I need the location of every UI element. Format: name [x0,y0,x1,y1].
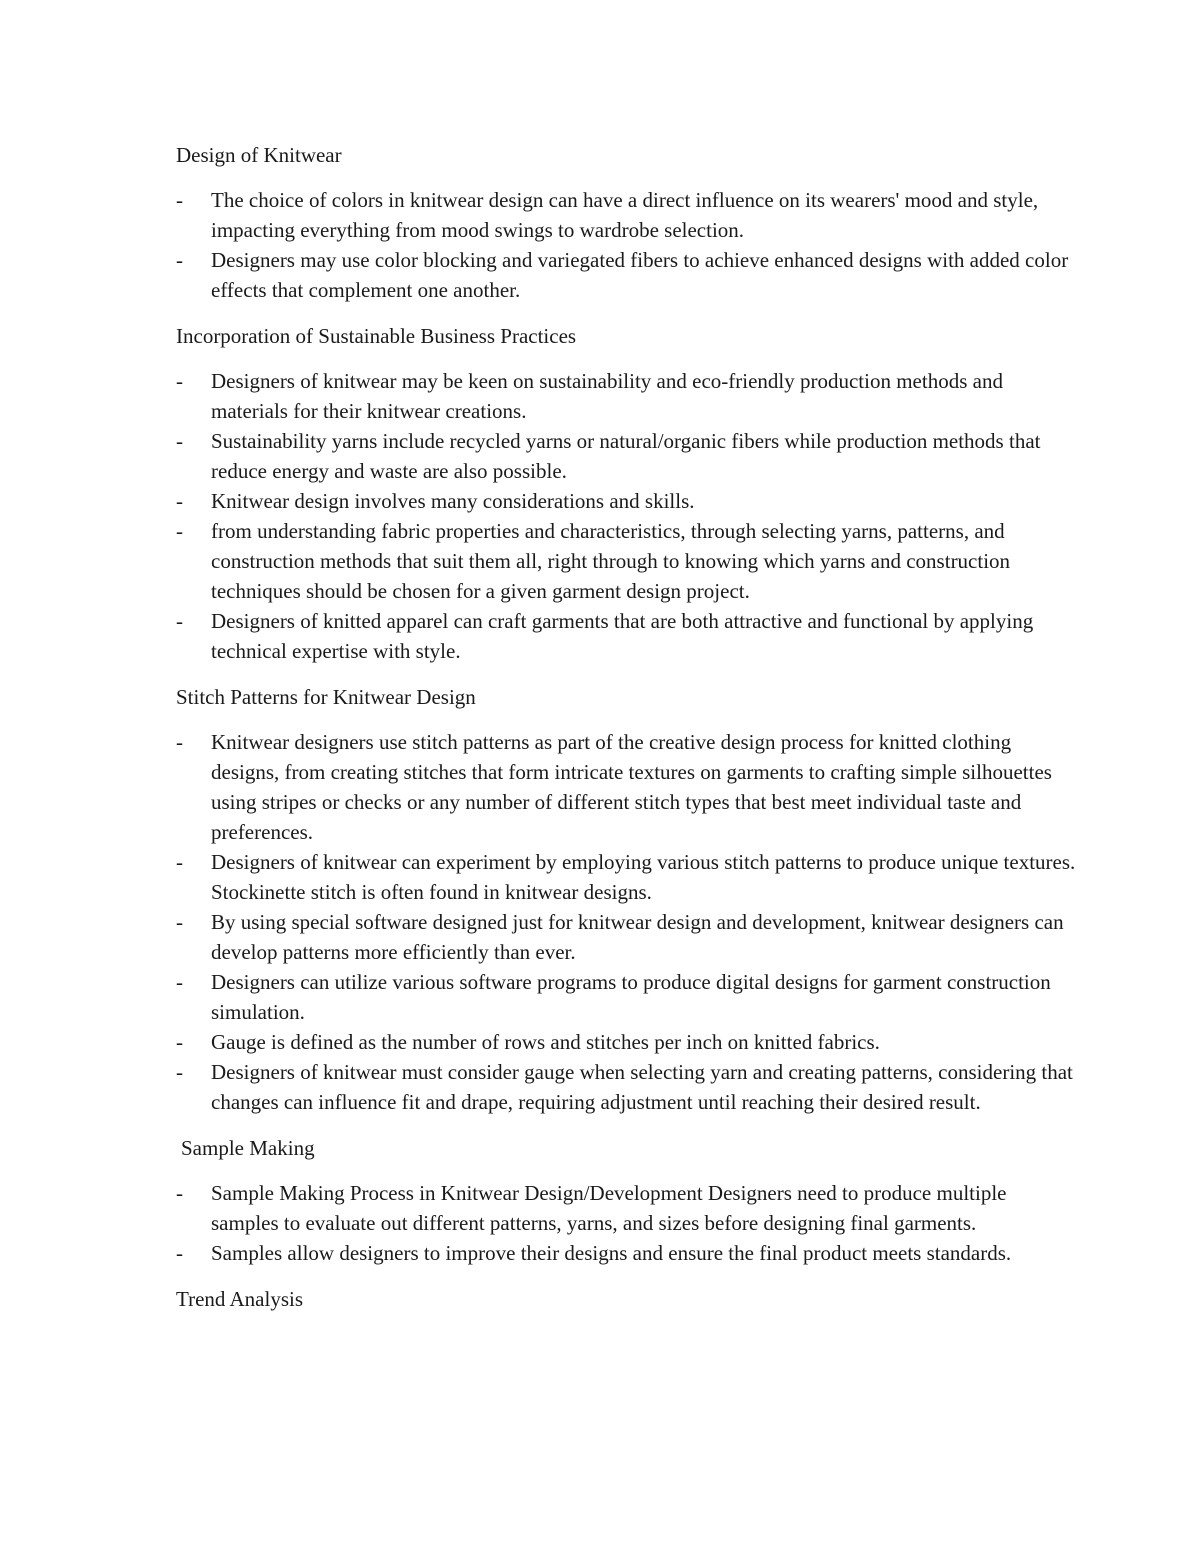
document-page [176,140,1076,1329]
list-item-text: Gauge is defined as the number of rows and stitches per inch on knitted fabrics. [211,1030,880,1054]
list-item-text: Designers of knitwear must consider gauge when selecting yarn and creating patterns, considering that changes can influence fit and drape, requiring adjustment until reaching their desired result. [211,1060,1073,1114]
list-item-text: Designers can utilize various software programs to produce digital designs for garment construction simulation. [211,970,1051,1024]
list-item [176,606,1076,666]
list-item-text: Sample Making Process in Knitwear Design/Development Designers need to produce multiple samples to evaluate out different patterns, yarns, and sizes before designing final garments. [211,1181,1007,1235]
section-heading-stitch-patterns: Stitch Patterns for Knitwear Design [176,685,476,709]
list-item [176,366,1076,426]
list-item [176,847,1076,907]
list-item [176,486,1076,516]
list-item [176,185,1076,245]
list-item-text: Designers of knitted apparel can craft garments that are both attractive and functional by applying technical expertise with style. [211,609,1034,663]
list-item [176,907,1076,967]
list-item-text: Designers of knitwear may be keen on sustainability and eco-friendly production methods and materials for their knitwear creations. [211,369,1003,423]
list-item-text: Knitwear designers use stitch patterns as part of the creative design process for knitted clothing designs, from creating stitches that form intricate textures on garments to crafting simple silhouettes using stripes or checks or any number of different stitch types that best meet individual taste and preferences. [211,730,1052,844]
bullet-dash: - [176,1030,183,1054]
list-item-text: Designers may use color blocking and variegated fibers to achieve enhanced designs with added color effects that complement one another. [211,248,1069,302]
bullet-list [176,727,1076,1117]
bullet-dash: - [176,429,183,453]
section-heading-design-of-knitwear: Design of Knitwear [176,143,342,167]
list-item [176,1178,1076,1238]
bullet-dash: - [176,188,183,212]
bullet-dash: - [176,609,183,633]
list-item [176,967,1076,1027]
bullet-dash: - [176,369,183,393]
list-item-text: Sustainability yarns include recycled yarns or natural/organic fibers while production methods that reduce energy and waste are also possible. [211,429,1041,483]
list-item-text: Knitwear design involves many considerations and skills. [211,489,695,513]
list-item-text: The choice of colors in knitwear design can have a direct influence on its wearers' mood and style, impacting everything from mood swings to wardrobe selection. [211,188,1039,242]
section-heading-sample-making: Sample Making [181,1136,315,1160]
bullet-dash: - [176,850,183,874]
bullet-dash: - [176,730,183,754]
bullet-dash: - [176,519,183,543]
bullet-list [176,185,1076,305]
list-item [176,727,1076,847]
list-item [176,426,1076,486]
bullet-dash: - [176,1060,183,1084]
bullet-dash: - [176,1181,183,1205]
bullet-dash: - [176,970,183,994]
list-item [176,245,1076,305]
list-item-text: Designers of knitwear can experiment by employing various stitch patterns to produce unique textures. Stockinette stitch is often found in knitwear designs. [211,850,1076,904]
list-item [176,1238,1076,1268]
bullet-list [176,1178,1076,1268]
bullet-list [176,366,1076,666]
list-item-text: By using special software designed just for knitwear design and development, knitwear designers can develop patterns more efficiently than ever. [211,910,1064,964]
bullet-dash: - [176,910,183,934]
list-item [176,1027,1076,1057]
list-item-text: from understanding fabric properties and characteristics, through selecting yarns, patterns, and construction methods that suit them all, right through to knowing which yarns and construction techniques should be chosen for a given garment design project. [211,519,1011,603]
list-item [176,516,1076,606]
bullet-dash: - [176,248,183,272]
section-heading-trend-analysis: Trend Analysis [176,1287,303,1311]
list-item-text: Samples allow designers to improve their designs and ensure the final product meets standards. [211,1241,1012,1265]
bullet-dash: - [176,489,183,513]
section-heading-sustainable-practices: Incorporation of Sustainable Business Practices [176,324,577,348]
list-item [176,1057,1076,1117]
bullet-dash: - [176,1241,183,1265]
